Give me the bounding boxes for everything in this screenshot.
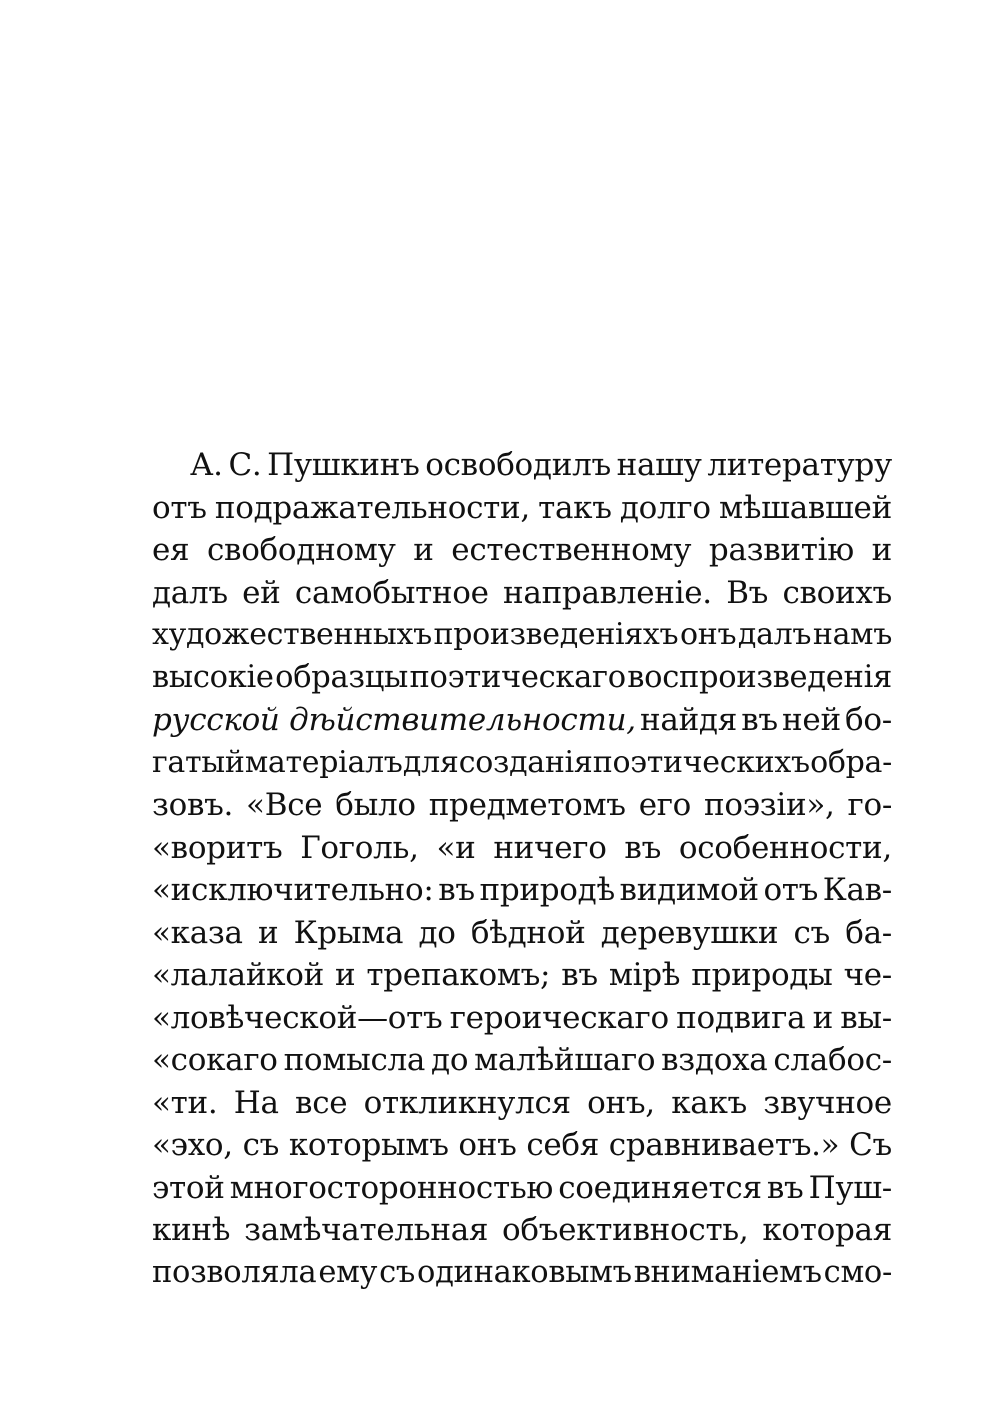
word: отъ [152,489,207,526]
word: своихъ [782,574,892,611]
text-line [152,699,892,742]
word: вздоха [661,1042,768,1078]
word: ба- [845,914,892,951]
word: С. [228,447,262,483]
word: зовъ. [152,787,234,823]
text-line [152,1124,892,1167]
word: «сокаго [152,1042,278,1078]
word: поэзіи», [703,787,835,823]
word: слабос- [773,1042,892,1078]
word: этой [152,1169,225,1206]
word: Пушкинъ [267,447,420,483]
word: и [871,532,892,568]
text-line [152,1082,892,1125]
word: ея [152,532,190,568]
word: онъ [458,1127,517,1163]
word: «исключительно: [152,872,434,908]
word: произведеніяхъ [433,617,679,652]
word: до [418,914,456,951]
word: мірѣ [608,957,681,993]
text-line [152,912,892,955]
word: го- [847,787,892,823]
word: Крыма [293,914,404,951]
word: объективность, [502,1212,749,1248]
word: бѣдной [470,914,586,951]
word: онъ [680,617,737,652]
word: че- [843,957,892,993]
text-line [152,614,892,657]
text-line [152,1252,892,1295]
word: видимой [619,872,759,908]
word: природѣ [479,872,615,908]
word: мѣшавшей [718,489,892,526]
text-line [152,657,892,700]
word: въ [624,829,661,866]
word: героическаго [449,999,669,1036]
word: кинѣ [152,1212,231,1248]
text-line [152,487,892,530]
word: и [812,999,833,1036]
text-line [152,572,892,615]
word: отъ [763,872,819,908]
word: поэтическихъ [592,744,810,780]
word: художественныхъ [152,617,432,652]
word: поэтическаго [409,659,626,695]
word: для [402,744,459,780]
word: образцы [275,659,409,695]
word: помысла [283,1042,426,1078]
text-line [152,954,892,997]
word: которая [762,1212,892,1248]
word: направленіе. [503,574,712,611]
word: малѣйшаго [474,1042,656,1078]
text-line [152,742,892,785]
text-line [152,1167,892,1210]
word: высокіе [152,659,274,695]
word: въ [741,702,778,738]
word: естественному [451,532,692,568]
word: На [233,1084,279,1121]
word: обра- [810,744,892,780]
word: откликнулся [363,1084,571,1121]
word: предметомъ [428,787,626,823]
word: «эхо, [152,1127,233,1163]
word: съ [379,1254,416,1290]
word: «ловѣческой—отъ [152,999,443,1036]
word: позволяла [152,1254,317,1290]
word: развитію [708,532,854,568]
word: намъ [812,617,892,652]
italic-phrase: русской дѣйствительности, [152,702,636,738]
text-line [152,529,892,572]
word: «Все [246,787,323,823]
word: долго [619,489,711,526]
word: подражательности, [214,489,530,526]
word: «каза [152,914,243,951]
word: соединяется [558,1169,762,1206]
word: деревушки [600,914,779,951]
word: особенности, [678,829,892,866]
word: звучное [763,1084,892,1121]
word: было [335,787,416,823]
word: трепакомъ; [366,957,551,993]
word: А. [190,447,223,483]
word: замѣчательная [244,1212,489,1248]
word: Гоголь, [300,829,419,866]
word: ней [782,702,841,738]
word: въ [561,957,598,993]
text-line [152,784,892,827]
text-line [152,444,892,487]
word: съ [242,1127,280,1163]
word: далъ [152,574,228,611]
word: Пуш- [808,1169,892,1206]
text-line [152,827,892,870]
word: которымъ [288,1127,449,1163]
word: и [257,914,279,951]
word: себя [526,1127,600,1163]
text-line [152,1039,892,1082]
word: смо- [823,1254,892,1290]
word: гатый [152,744,245,780]
body-paragraph [152,444,892,1294]
word: созданія [458,744,593,780]
word: подвига [676,999,806,1036]
text-line [152,1209,892,1252]
word: освободилъ [425,447,611,483]
word: въ [766,1169,804,1206]
word: вниманіемъ [633,1254,822,1290]
word: воспроизведенія [627,659,892,695]
word: до [431,1042,469,1078]
word: «и [436,829,476,866]
word: многосторонностью [229,1169,554,1206]
word: и [335,957,356,993]
word: сравниваетъ.» [608,1127,840,1163]
text-line [152,869,892,912]
word: въ [438,872,475,908]
word: нашу [616,447,702,483]
text-line [152,997,892,1040]
word: ему [318,1254,378,1290]
word: вы- [840,999,892,1036]
word: его [638,787,692,823]
word: все [295,1084,348,1121]
word: матеріалъ [244,744,403,780]
word: свободному [206,532,396,568]
word: и [413,532,434,568]
word: самобытное [294,574,489,611]
word: съ [793,914,830,951]
word: «ти. [152,1084,218,1121]
word: ей [242,574,281,611]
word: «воритъ [152,829,283,866]
word: природы [691,957,833,993]
word: найдя [640,702,737,738]
word: «лалайкой [152,957,324,993]
word: какъ [671,1084,747,1121]
word: онъ, [587,1084,655,1121]
word: ничего [493,829,607,866]
word: Кав- [822,872,892,908]
word: Въ [726,574,769,611]
word: далъ [737,617,812,652]
word: такъ [538,489,612,526]
word: одинаковымъ [417,1254,632,1290]
word: Съ [849,1127,892,1163]
word: литературу [707,447,892,483]
word: бо- [845,702,892,738]
